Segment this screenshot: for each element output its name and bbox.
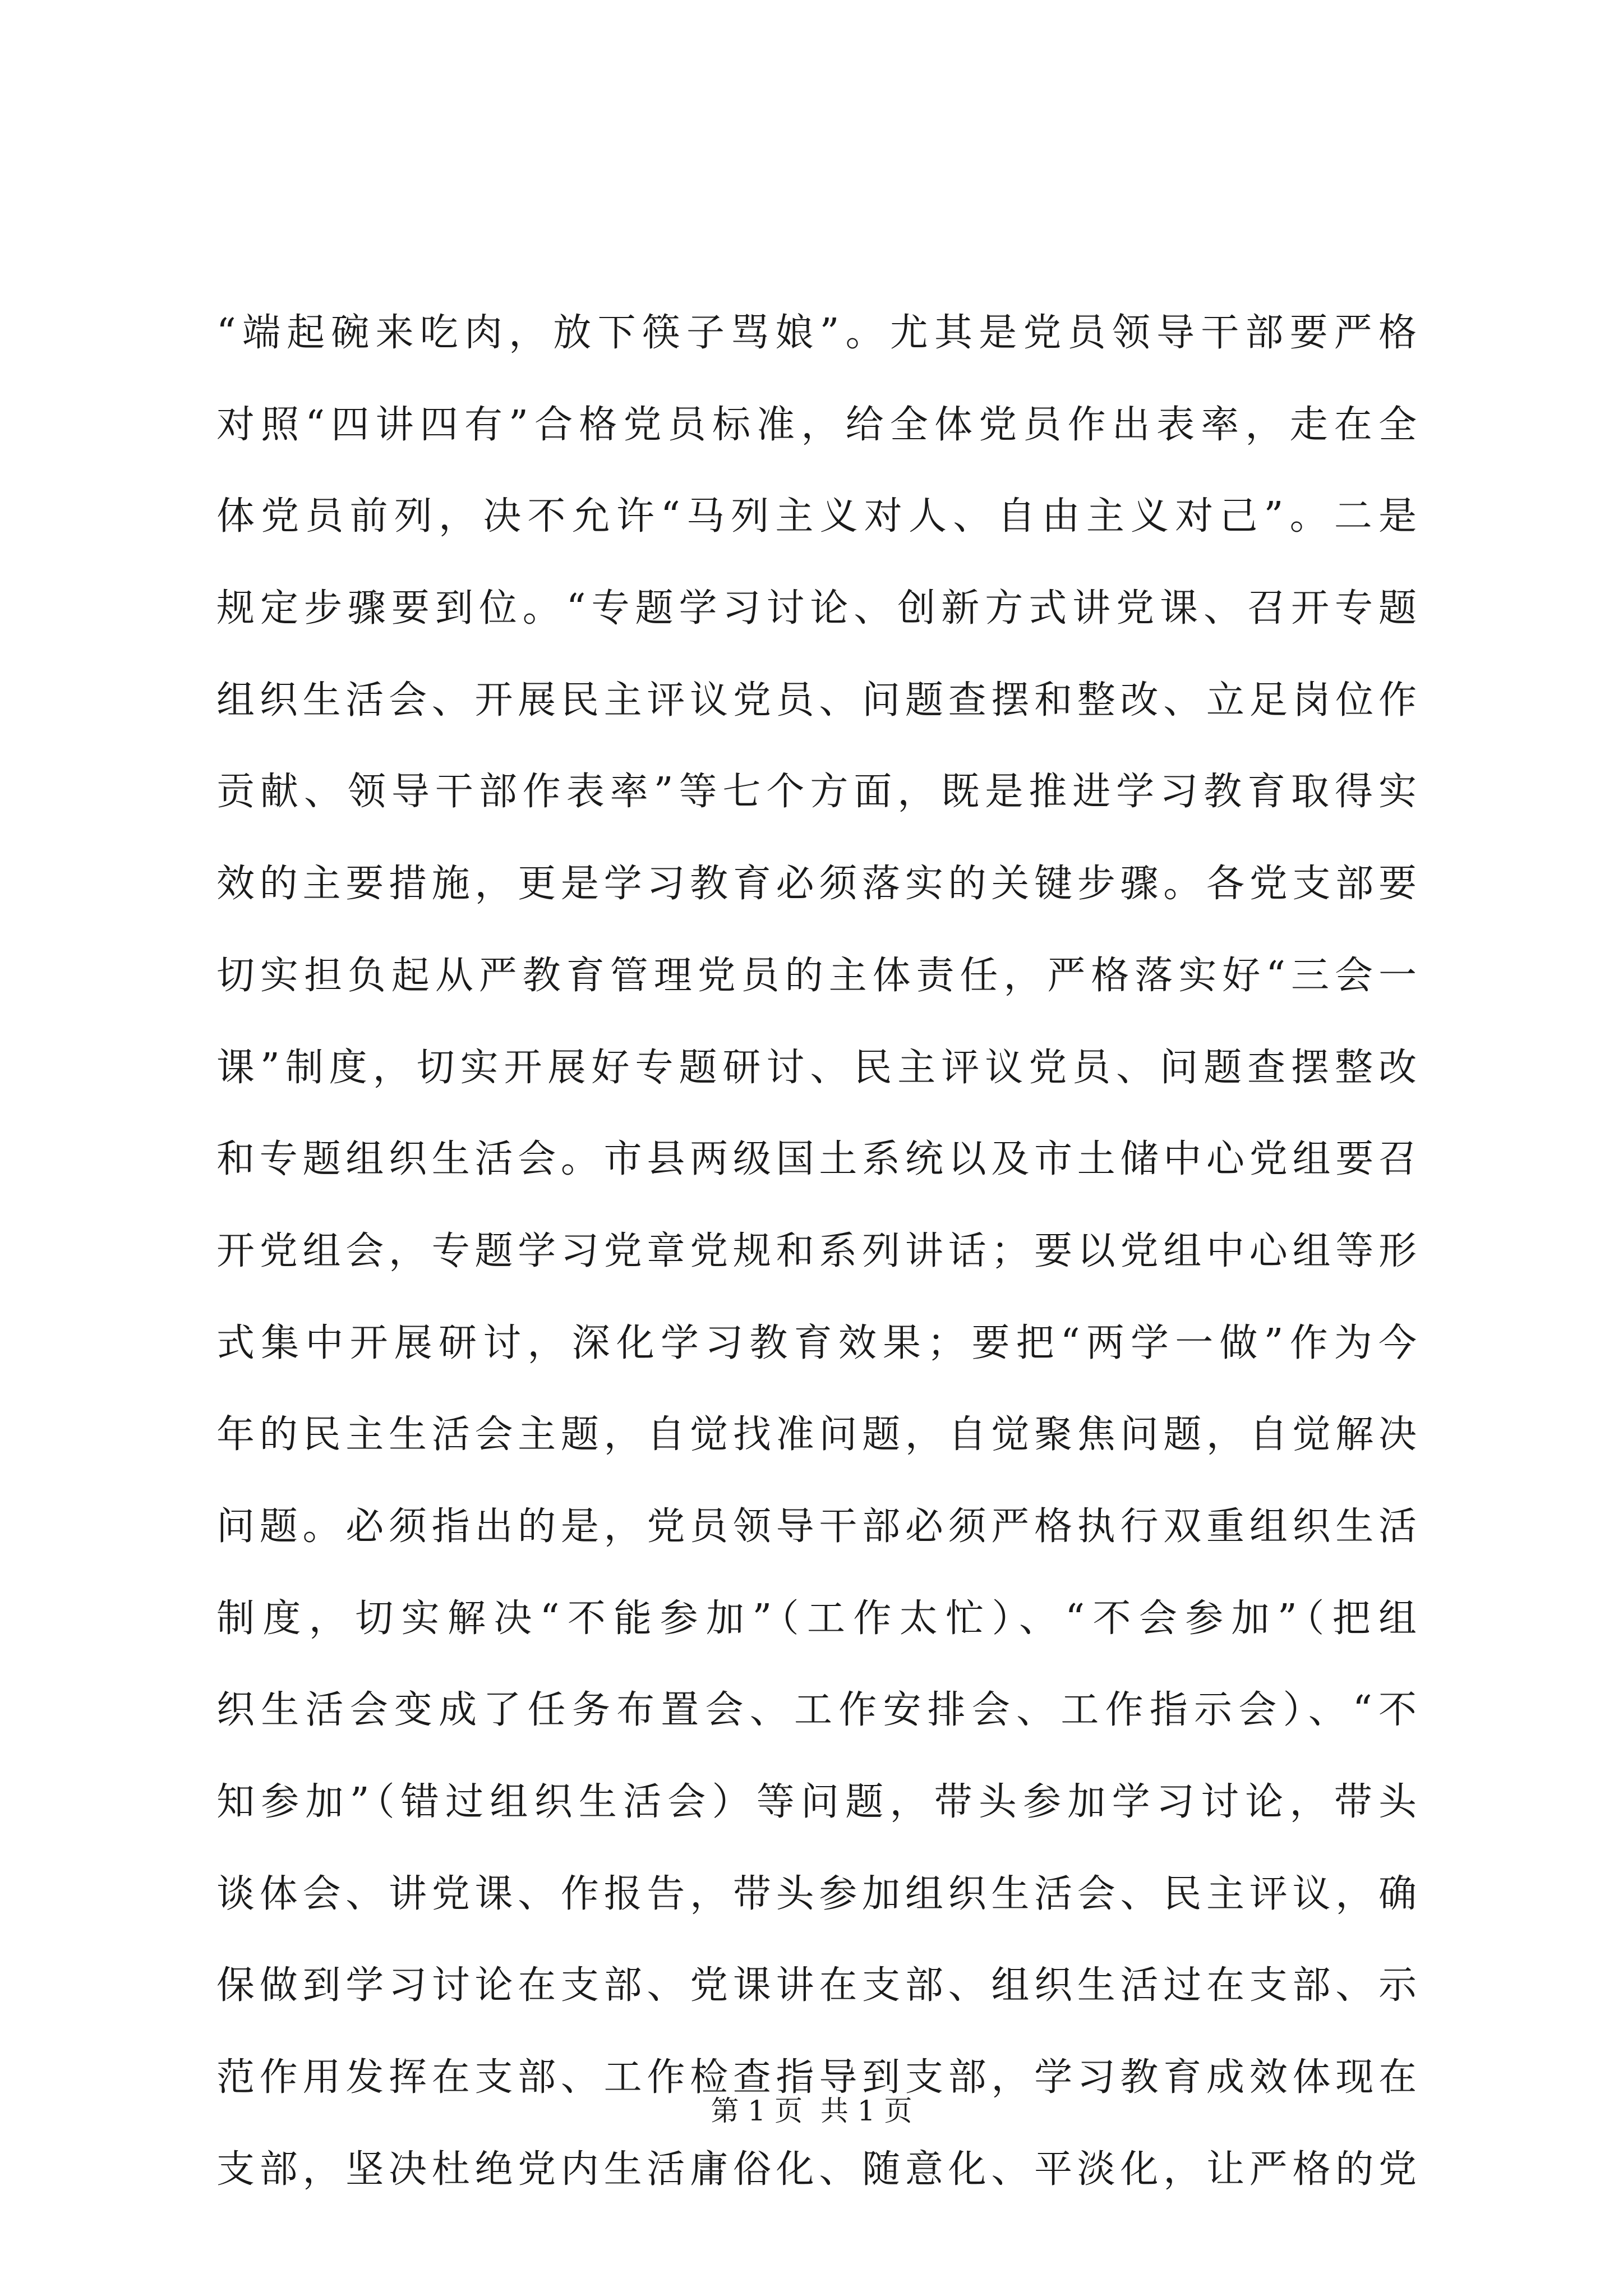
text-line: 课”制度，切实开展好专题研讨、民主评议党员、问题查摆整改 — [216, 1045, 1417, 1090]
text-line: 问题。必须指出的是，党员领导干部必须严格执行双重组织生活 — [216, 1504, 1417, 1549]
text-line: “端起碗来吃肉，放下筷子骂娘”。尤其是党员领导干部要严格 — [216, 311, 1417, 355]
body-text — [216, 287, 1417, 2215]
text-line: 效的主要措施，更是学习教育必须落实的关键步骤。各党支部要 — [216, 862, 1417, 907]
text-line: 谈体会、讲党课、作报告，带头参加组织生活会、民主评议，确 — [216, 1871, 1417, 1916]
text-line: 支部，坚决杜绝党内生活庸俗化、随意化、平淡化，让严格的党 — [216, 2147, 1417, 2192]
text-line: 年的民主生活会主题，自觉找准问题，自觉聚焦问题，自觉解决 — [216, 1412, 1417, 1457]
text-line: 切实担负起从严教育管理党员的主体责任，严格落实好“三会一 — [216, 953, 1417, 998]
page-number-footer: 第 1 页 共 1 页 — [711, 2095, 912, 2127]
text-line: 体党员前列，决不允许“马列主义对人、自由主义对己”。二是 — [216, 494, 1417, 539]
text-line: 贡献、领导干部作表率”等七个方面，既是推进学习教育取得实 — [216, 770, 1417, 815]
text-line: 规定步骤要到位。“专题学习讨论、创新方式讲党课、召开专题 — [216, 586, 1417, 631]
text-line: 组织生活会、开展民主评议党员、问题查摆和整改、立足岗位作 — [216, 678, 1417, 723]
text-line: 保做到学习讨论在支部、党课讲在支部、组织生活过在支部、示 — [216, 1963, 1417, 2008]
text-line: 开党组会，专题学习党章党规和系列讲话；要以党组中心组等形 — [216, 1228, 1417, 1273]
text-line: 对照“四讲四有”合格党员标准，给全体党员作出表率，走在全 — [216, 402, 1417, 447]
text-line: 和专题组织生活会。市县两级国土系统以及市土储中心党组要召 — [216, 1137, 1417, 1182]
text-line: 范作用发挥在支部、工作检查指导到支部，学习教育成效体现在 — [216, 2055, 1417, 2100]
text-line: 制度，切实解决“不能参加”（工作太忙）、“不会参加”（把组 — [216, 1596, 1417, 1641]
text-line: 知参加”（错过组织生活会）等问题，带头参加学习讨论，带头 — [216, 1780, 1417, 1824]
text-line: 式集中开展研讨，深化学习教育效果；要把“两学一做”作为今 — [216, 1320, 1417, 1365]
text-line: 织生活会变成了任务布置会、工作安排会、工作指示会）、“不 — [216, 1688, 1417, 1733]
